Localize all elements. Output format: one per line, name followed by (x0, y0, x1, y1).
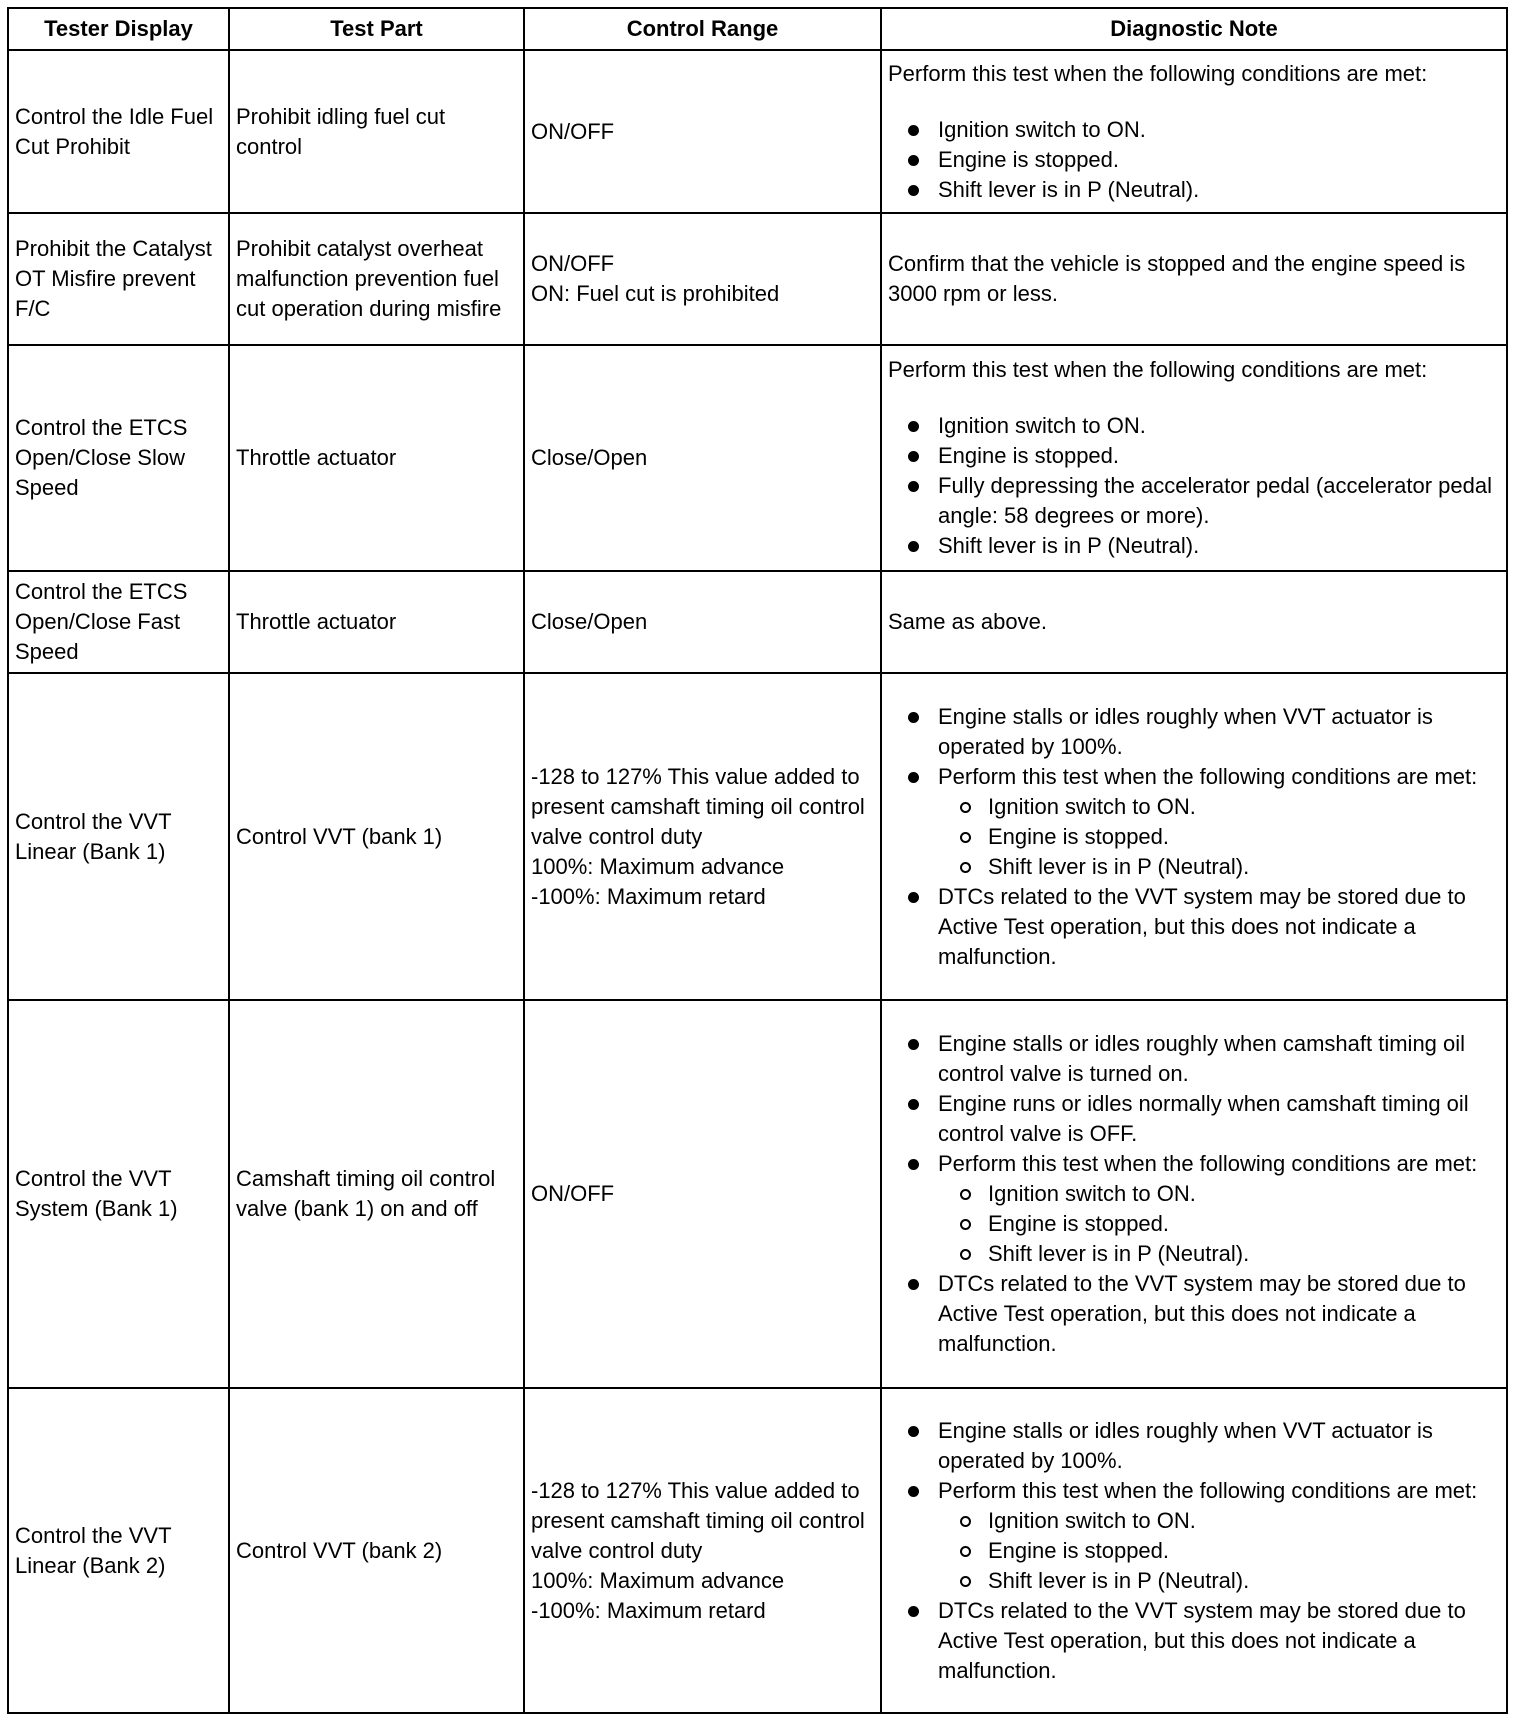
note-bullet-item: DTCs related to the VVT system may be stored due to Active Test operation, but this does not indicate a malfunction. (888, 882, 1500, 972)
diagnostic-note-cell (881, 1000, 1507, 1388)
note-sub-item: Engine is stopped. (888, 822, 1500, 852)
table-row (8, 213, 1507, 345)
note-list (888, 411, 1500, 561)
diagnostic-note-cell (881, 213, 1507, 345)
note-sub-item: Shift lever is in P (Neutral). (888, 1566, 1500, 1596)
note-bullet-item: Engine stalls or idles roughly when VVT actuator is operated by 100%. (888, 702, 1500, 762)
tester-display-cell: Control the VVT System (Bank 1) (8, 1000, 229, 1388)
tester-display-cell: Control the ETCS Open/Close Fast Speed (8, 571, 229, 673)
control-range-cell (524, 673, 881, 1000)
control-range-line: 100%: Maximum advance (531, 1567, 785, 1593)
note-intro: Confirm that the vehicle is stopped and the engine speed is 3000 rpm or less. (888, 251, 1466, 306)
test-part-cell: Prohibit idling fuel cut control (229, 50, 524, 213)
note-list (888, 1029, 1500, 1359)
tester-display-cell: Control the VVT Linear (Bank 2) (8, 1388, 229, 1713)
note-intro: Perform this test when the following conditions are met: (888, 357, 1428, 382)
control-range-line: Close/Open (531, 445, 648, 470)
control-range-line: -100%: Maximum retard (531, 883, 766, 909)
table-row (8, 1388, 1507, 1713)
control-range-cell (524, 50, 881, 213)
control-range-cell (524, 571, 881, 673)
diagnostic-note-cell (881, 50, 1507, 213)
note-bullet-item: DTCs related to the VVT system may be stored due to Active Test operation, but this does not indicate a malfunction. (888, 1596, 1500, 1686)
note-sub-item: Ignition switch to ON. (888, 792, 1500, 822)
control-range-line: 100%: Maximum advance (531, 853, 785, 879)
test-part-cell: Throttle actuator (229, 571, 524, 673)
test-part-cell: Throttle actuator (229, 345, 524, 571)
note-list (888, 115, 1500, 205)
control-range-line: -128 to 127% This value added to present camshaft timing oil control valve control duty (531, 763, 865, 849)
note-bullet-item: Shift lever is in P (Neutral). (888, 531, 1500, 561)
note-bullet-item: Engine runs or idles normally when camshaft timing oil control valve is OFF. (888, 1089, 1500, 1149)
test-part-cell: Camshaft timing oil control valve (bank 1) on and off (229, 1000, 524, 1388)
control-range-cell (524, 345, 881, 571)
active-test-table (7, 7, 1508, 1714)
tester-display-cell: Control the VVT Linear (Bank 1) (8, 673, 229, 1000)
table-row (8, 673, 1507, 1000)
note-intro: Perform this test when the following conditions are met: (888, 60, 1428, 86)
header-test-part: Test Part (229, 8, 524, 50)
test-part-cell: Control VVT (bank 1) (229, 673, 524, 1000)
note-list (888, 1416, 1500, 1686)
note-bullet-item: Fully depressing the accelerator pedal (accelerator pedal angle: 58 degrees or more). (888, 471, 1500, 531)
test-part-cell: Control VVT (bank 2) (229, 1388, 524, 1713)
tester-display-cell: Control the ETCS Open/Close Slow Speed (8, 345, 229, 571)
table-row (8, 571, 1507, 673)
control-range-line: ON/OFF (531, 1181, 615, 1206)
diagnostic-note-cell (881, 571, 1507, 673)
note-sub-item: Engine is stopped. (888, 1209, 1500, 1239)
diagnostic-note-cell (881, 1388, 1507, 1713)
header-diagnostic-note: Diagnostic Note (881, 8, 1507, 50)
table-row (8, 50, 1507, 213)
note-sub-item: Engine is stopped. (888, 1536, 1500, 1566)
test-part-cell: Prohibit catalyst overheat malfunction prevention fuel cut operation during misfire (229, 213, 524, 345)
control-range-cell (524, 213, 881, 345)
note-bullet-item: Perform this test when the following conditions are met: (888, 762, 1500, 792)
control-range-cell (524, 1388, 881, 1713)
note-list (888, 702, 1500, 972)
control-range-line: -100%: Maximum retard (531, 1597, 766, 1623)
note-sub-item: Ignition switch to ON. (888, 1179, 1500, 1209)
note-bullet-item: Engine is stopped. (888, 145, 1500, 175)
note-bullet-item: Engine is stopped. (888, 441, 1500, 471)
note-bullet-item: Ignition switch to ON. (888, 411, 1500, 441)
control-range-line: ON/OFF (531, 251, 615, 276)
diagnostic-note-cell (881, 673, 1507, 1000)
note-bullet-item: Perform this test when the following conditions are met: (888, 1149, 1500, 1179)
note-bullet-item: Shift lever is in P (Neutral). (888, 175, 1500, 205)
note-sub-item: Shift lever is in P (Neutral). (888, 1239, 1500, 1269)
header-control-range: Control Range (524, 8, 881, 50)
tester-display-cell: Prohibit the Catalyst OT Misfire prevent F/C (8, 213, 229, 345)
diagnostic-note-cell (881, 345, 1507, 571)
control-range-line: ON: Fuel cut is prohibited (531, 281, 780, 306)
control-range-line: Close/Open (531, 609, 648, 634)
note-bullet-item: Engine stalls or idles roughly when VVT actuator is operated by 100%. (888, 1416, 1500, 1476)
table-row (8, 345, 1507, 571)
note-sub-item: Shift lever is in P (Neutral). (888, 852, 1500, 882)
note-bullet-item: Perform this test when the following conditions are met: (888, 1476, 1500, 1506)
note-bullet-item: Engine stalls or idles roughly when camshaft timing oil control valve is turned on. (888, 1029, 1500, 1089)
control-range-cell (524, 1000, 881, 1388)
note-bullet-item: Ignition switch to ON. (888, 115, 1500, 145)
control-range-line: ON/OFF (531, 118, 615, 144)
header-tester-display: Tester Display (8, 8, 229, 50)
note-intro: Same as above. (888, 609, 1047, 634)
table-row (8, 1000, 1507, 1388)
tester-display-cell: Control the Idle Fuel Cut Prohibit (8, 50, 229, 213)
note-bullet-item: DTCs related to the VVT system may be stored due to Active Test operation, but this does not indicate a malfunction. (888, 1269, 1500, 1359)
control-range-line: -128 to 127% This value added to present camshaft timing oil control valve control duty (531, 1477, 865, 1563)
header-row (8, 8, 1507, 50)
note-sub-item: Ignition switch to ON. (888, 1506, 1500, 1536)
